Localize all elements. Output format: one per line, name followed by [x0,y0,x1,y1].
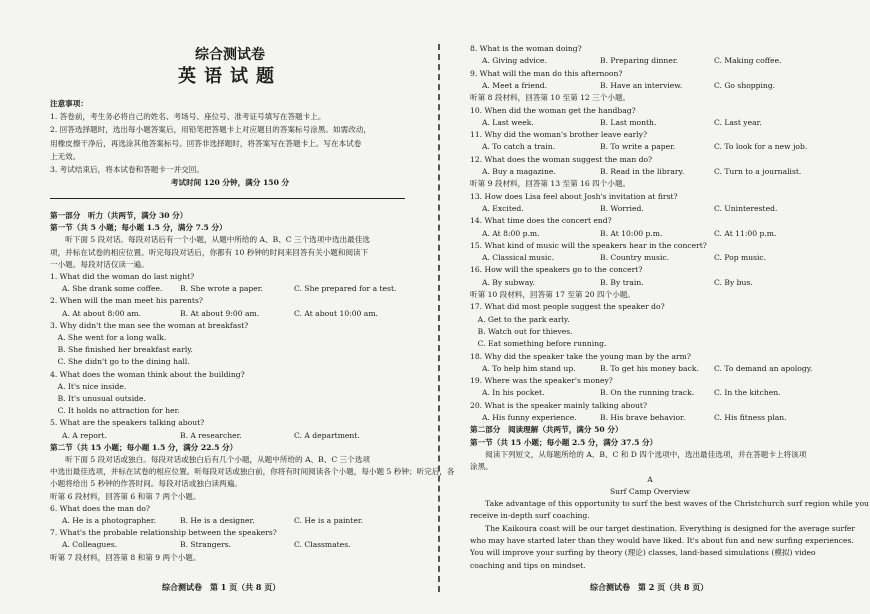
text-line: B. She finished her breakfast early. [50,345,193,355]
section-heading: 第二部分 阅读理解（共两节，满分 50 分） [470,425,623,435]
option-item: C. Classmates. [294,540,351,550]
text-line: 用橡皮擦干净后，再选涂其他答案标号。回答非选择题时，将答案写在答题卡上。写在本试卷 [50,138,362,148]
option-item: A. Last week. [482,117,534,127]
section-heading: 第一节（共 5 小题；每小题 1.5 分，满分 7.5 分） [50,223,227,233]
option-item: A. Excited. [482,203,524,213]
option-item: A. He is a photographer. [62,516,156,525]
text-line: A. She went for a long walk. [50,333,167,342]
text-line: 项，并标在试卷的相应位置。听完每段对话后，你都有 10 秒钟的时间来回答有关小题和阅读下 [50,247,369,257]
option-item: C. In the kitchen. [714,388,781,398]
option-item: C. Turn to a journalist. [714,167,802,176]
text-line: 18. Why did the speaker take the young man by the arm? [470,351,691,361]
option-item: C. She prepared for a test. [294,284,397,294]
text-line: 听下面 5 段对话。每段对话后有一个小题，从题中所给的 A、B、C 三个选项中选出最佳选 [50,235,370,245]
page-footer-2: 综合测试卷 第 2 页（共 8 页） [590,582,709,592]
text-line: 听第 6 段材料，回答第 6 和第 7 两个小题。 [50,491,201,501]
option-item: B. Have an interview. [600,80,683,90]
text-line: 阅读下列短文，从每题所给的 A、B、C 和 D 四个选项中，选出最佳选项，并在答题卡上将该项 [470,449,807,459]
text-line: 5. What are the speakers talking about? [50,418,205,428]
option-item: B. By train. [600,277,644,287]
option-item: A. Meet a friend. [482,80,548,90]
option-item: A. She drank some coffee. [62,284,163,294]
option-item: B. At about 9:00 am. [180,308,260,318]
text-line: 9. What will the man do this afternoon? [470,68,623,78]
text-line: C. It holds no attraction for her. [50,406,180,416]
text-line: 听第 8 段材料，回答第 10 至第 12 三个小题。 [470,93,631,103]
option-item: B. At 10:00 p.m. [600,228,663,238]
exam-time: 考试时间 120 分钟，满分 150 分 [170,178,290,187]
option-item: C. By bus. [714,277,753,287]
text-line: 8. What is the woman doing? [470,44,582,53]
option-item: B. Last month. [600,117,657,127]
text-line: 17. What did most people suggest the speaker do? [470,302,665,312]
text-line: 6. What does the man do? [50,503,150,513]
text-line: A. Get to the park early. [470,314,570,324]
option-item: A. Colleagues. [62,540,118,550]
text-line: 涂黑。 [470,462,493,472]
option-item: B. Country music. [600,253,670,263]
section-divider [50,198,405,199]
text-line: C. She didn't go to the dining hall. [50,357,190,367]
option-item: B. To get his money back. [600,363,699,373]
exam-subtitle: 综合测试卷 [195,47,265,63]
text-line: 10. When did the woman get the handbag? [470,105,636,115]
option-item: A. Buy a magazine. [482,167,556,176]
option-item: C. Making coffee. [714,56,782,66]
option-item: B. Strangers. [180,540,232,550]
section-heading: 第二节（共 15 小题；每小题 1.5 分，满分 22.5 分） [50,442,238,452]
passage-heading: A [647,474,653,484]
option-item: B. Worried. [600,203,644,213]
text-line: receive in-depth surf coaching. [470,511,590,521]
option-item: C. To look for a new job. [714,142,808,152]
option-item: A. Giving advice. [482,56,547,66]
text-line: 16. How will the speakers go to the concert? [470,265,643,275]
option-item: A. To catch a train. [482,142,556,152]
text-line: The Kaikoura coast will be our target destination. Everything is designed for the average surfer [470,523,856,533]
text-line: who may have started later than they would have liked. It's about fun and new surfing experiences. [470,536,854,545]
option-item: B. He is a designer. [180,516,255,525]
option-item: B. To write a paper. [600,142,676,152]
text-line: 听第 10 段材料，回答第 17 至第 20 四个小题。 [470,290,635,299]
text-line: You will improve your surfing by theory (理论) classes, land-based simulations (模拟) video [470,548,816,558]
text-line: 1. What did the woman do last night? [50,272,195,281]
text-line: 3. 考试结束后，将本试卷和答题卡一并交回。 [50,165,204,174]
option-item: B. His brave behavior. [600,413,686,422]
text-line: 14. What time does the concert end? [470,216,612,226]
text-line: 一小题。每段对话仅读一遍。 [50,259,149,269]
text-line: 2. 回答选择题时，选出每小题答案后，用铅笔把答题卡上对应题目的答案标号涂黑。如需改动， [50,125,371,135]
option-item: C. A department. [294,430,360,440]
option-item: A. A report. [62,430,107,440]
text-line: 20. What is the speaker mainly talking about? [470,400,648,410]
text-line: coaching and tips on mindset. [470,560,586,570]
text-line: 4. What does the woman think about the building? [50,369,245,379]
page-left [50,0,455,614]
text-line: 听下面 5 段对话或独白。每段对话或独白后有几个小题，从题中所给的 A、B、C 三个选项 [50,455,370,464]
option-item: C. Go shopping. [714,80,776,90]
text-line: C. Eat something before running. [470,339,607,349]
option-item: C. He is a painter. [294,516,364,525]
text-line: Take advantage of this opportunity to surf the best waves of the Christchurch surf region while you [470,499,869,509]
option-item: A. At 8:00 p.m. [482,228,540,238]
option-item: C. At 11:00 p.m. [714,228,777,238]
exam-title: 英语试题 [178,66,282,87]
text-line: 1. 答卷前，考生务必将自己的姓名、考场号、座位号、准考证号填写在答题卡上。 [50,112,326,122]
option-item: C. Uninterested. [714,203,778,213]
text-line: A. It's nice inside. [50,381,127,391]
option-item: A. In his pocket. [482,388,545,398]
page-footer-1: 综合测试卷 第 1 页（共 8 页） [162,582,281,592]
text-line: B. Watch out for thieves. [470,326,573,336]
text-line: 2. When will the man meet his parents? [50,296,203,306]
section-heading: 注意事项： [50,99,88,108]
text-line: 7. What's the probable relationship between the speakers? [50,528,277,538]
option-item: C. At about 10:00 am. [294,308,378,318]
page-right [470,0,869,614]
text-line: 15. What kind of music will the speakers hear in the concert? [470,240,707,250]
text-line: 19. Where was the speaker's money? [470,376,613,386]
text-line: 中选出最佳选项，并标在试卷的相应位置。听每段对话或独白前，你将有时间阅读各个小题，每小题 5 秒钟；听完后，各 [50,467,455,477]
text-line: 上无效。 [50,151,81,161]
column-divider [438,44,440,592]
option-item: B. Preparing dinner. [600,56,679,66]
passage-heading: Surf Camp Overview [609,486,691,496]
section-heading: 第一部分 听力（共两节，满分 30 分） [50,211,188,220]
option-item: B. On the running track. [600,388,695,398]
text-line: 听第 9 段材料，回答第 13 至第 16 四个小题。 [470,179,631,189]
text-line: 11. Why did the woman's brother leave early? [470,130,648,140]
option-item: C. Last year. [714,117,762,127]
option-item: C. His fitness plan. [714,413,787,422]
option-item: B. A researcher. [180,430,242,440]
option-item: A. To help him stand up. [482,363,576,373]
option-item: C. Pop music. [714,253,767,263]
option-item: A. By subway. [482,277,535,287]
text-line: 小题将给出 5 秒钟的作答时间。每段对话或独白读两遍。 [50,479,242,489]
option-item: B. She wrote a paper. [180,284,263,294]
option-item: A. Classical music. [482,253,555,263]
section-heading: 第一节（共 15 小题；每小题 2.5 分，满分 37.5 分） [470,437,658,447]
text-line: 3. Why didn't the man see the woman at breakfast? [50,320,249,330]
option-item: A. At about 8:00 am. [62,308,142,318]
option-item: B. Read in the library. [600,167,685,176]
text-line: 13. How does Lisa feel about Josh's invitation at first? [470,191,678,201]
text-line: 12. What does the woman suggest the man do? [470,154,653,164]
text-line: B. It's unusual outside. [50,394,146,403]
option-item: C. To demand an apology. [714,363,813,373]
text-line: 听第 7 段材料，回答第 8 和第 9 两个小题。 [50,552,201,562]
option-item: A. His funny experience. [482,413,577,422]
